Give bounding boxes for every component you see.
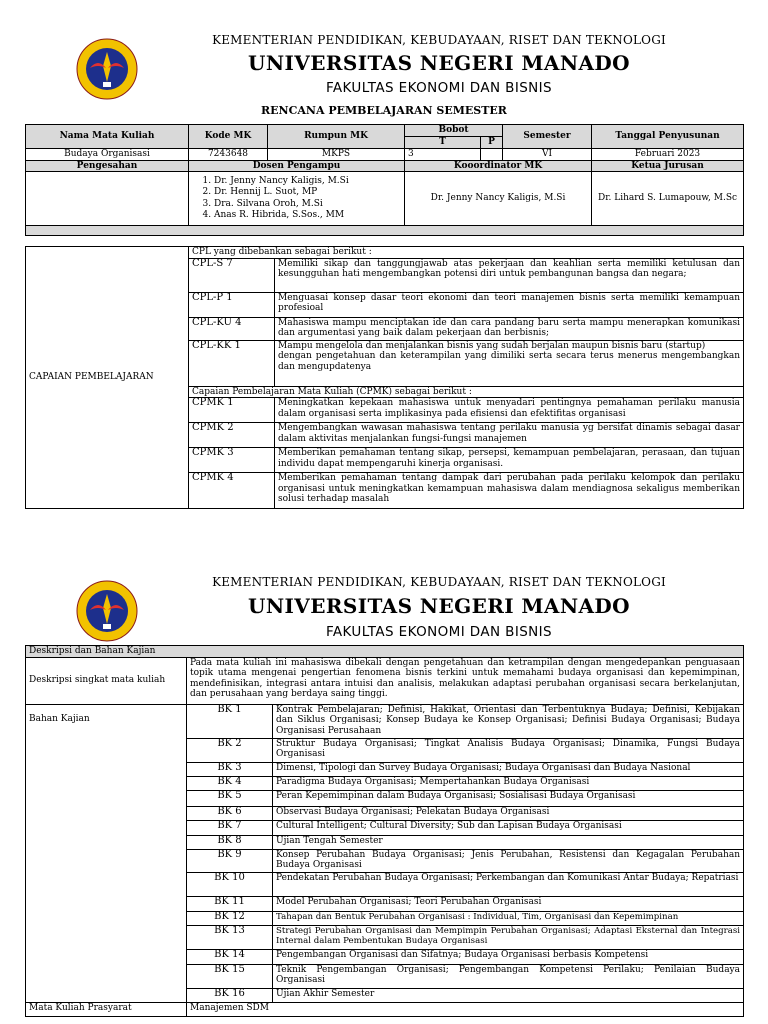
cpmk-code: CPMK 3 [189, 448, 275, 473]
dosen-list [192, 176, 401, 222]
cpmk-code: CPMK 2 [189, 423, 275, 448]
bk-text: Ujian Akhir Semester [273, 988, 744, 1002]
pengesahan-cell [26, 172, 189, 226]
cpl-text-continued: dengan pengetahuan dan keterampilan yang dimiliki serta secara terus menerus mengembangkan dan mengupdatenya [278, 351, 740, 372]
cpl-code: CPL-KU 4 [189, 317, 275, 340]
bk-text: Model Perubahan Organisasi; Teori Perubahan Organisasi [273, 896, 744, 911]
bk-text: Teknik Pengembangan Organisasi; Pengembangan Kompetensi Perilaku; Penilaian Budaya Organisasi [273, 964, 744, 988]
bk-text: Cultural Intelligent; Cultural Diversity; Sub dan Lapisan Budaya Organisasi [273, 820, 744, 835]
bk-code: BK 13 [187, 925, 273, 949]
bk-code: BK 5 [187, 790, 273, 806]
course-rumpun: MKPS [268, 148, 405, 160]
capaian-table [25, 246, 744, 509]
bk-text: Dimensi, Tipologi dan Survey Budaya Organisasi; Budaya Organisasi dan Budaya Nasional [273, 762, 744, 776]
cpmk-code: CPMK 1 [189, 398, 275, 423]
cpl-text: Mampu mengelola dan menjalankan bisnis yang sudah berjalan maupun bisnis baru (startup) [278, 340, 706, 351]
header-tanggal: Tanggal Penyusunan [592, 125, 744, 149]
bk-code: BK 3 [187, 762, 273, 776]
bk-text: Konsep Perubahan Budaya Organisasi; Jenis Perubahan, Resistensi dan Kegagalan Perubahan Budaya Organisasi [273, 849, 744, 872]
cpl-intro: CPL yang dibebankan sebagai berikut : [189, 247, 744, 259]
header-bobot: Bobot [405, 125, 503, 137]
separator-row [26, 226, 744, 236]
dosen-item: 2. Dr. Hennij L. Suot, MP [214, 187, 401, 199]
university-logo [76, 580, 138, 642]
cpmk-intro: Capaian Pembelajaran Mata Kuliah (CPMK) sebagai berikut : [189, 386, 744, 398]
cpmk-code: CPMK 4 [189, 473, 275, 509]
dosen-item: 3. Dra. Silvana Oroh, M.Si [214, 199, 401, 211]
bk-text: Peran Kepemimpinan dalam Budaya Organisasi; Sosialisasi Budaya Organisasi [273, 790, 744, 806]
cpl-code: CPL-P 1 [189, 292, 275, 317]
ketua-name: Dr. Lihard S. Lumapouw, M.Sc [592, 172, 744, 226]
bk-code: BK 9 [187, 849, 273, 872]
course-name: Budaya Organisasi [26, 148, 189, 160]
dosen-item: 1. Dr. Jenny Nancy Kaligis, M.Si [214, 176, 401, 188]
course-code: 7243648 [189, 148, 268, 160]
header-ketua: Ketua Jurusan [592, 160, 744, 172]
cpl-code: CPL-KK 1 [189, 340, 275, 386]
header-pengesahan: Pengesahan [26, 160, 189, 172]
ministry-name: KEMENTERIAN PENDIDIKAN, KEBUDAYAAN, RISET DAN TEKNOLOGI [212, 33, 666, 47]
bk-code: BK 7 [187, 820, 273, 835]
faculty-name: FAKULTAS EKONOMI DAN BISNIS [325, 624, 553, 640]
bk-code: BK 11 [187, 896, 273, 911]
bk-text: Pendekatan Perubahan Budaya Organisasi; Perkembangan dan Komunikasi Antar Budaya; Repatriasi [273, 872, 744, 896]
cpl-text: Mahasiswa mampu menciptakan ide dan cara pandang baru serta mampu menerapkan komunikasi dan argumentasi yang baik dalam pekerjaan dan berbisnis; [275, 317, 744, 340]
koordinator-name: Dr. Jenny Nancy Kaligis, M.Si [405, 172, 592, 226]
capaian-label: CAPAIAN PEMBELAJARAN [26, 247, 189, 509]
bk-text: Paradigma Budaya Organisasi; Mempertahankan Budaya Organisasi [273, 776, 744, 790]
bk-code: BK 1 [187, 704, 273, 738]
ministry-name: KEMENTERIAN PENDIDIKAN, KEBUDAYAAN, RISET DAN TEKNOLOGI [212, 575, 666, 589]
desc-text: Pada mata kuliah ini mahasiswa dibekali dengan pengetahuan dan ketrampilan dengan mengedepankan penguasaan topik utama mengenai pengertian fenomena bisnis terkini untuk memahami budaya organisasi dan kepemimpinan, mendefinisikan, integrasi antara intuisi dan analisis, melakukan adaptasi perubahan organisasi secara berkelanjutan, dan perusahaan yang berdaya saing tinggi. [187, 657, 744, 704]
bahan-kajian-table [25, 645, 744, 1017]
cpl-text: Menguasai konsep dasar teori ekonomi dan teori manajemen bisnis serta memiliki kemampuan profesioal [275, 292, 744, 317]
bk-text: Struktur Budaya Organisasi; Tingkat Analisis Budaya Organisasi; Dinamika, Fungsi Budaya Organisasi [273, 738, 744, 762]
bk-text: Tahapan dan Bentuk Perubahan Organisasi : Individual, Tim, Organisasi dan Kepemimpinan [273, 911, 744, 925]
desc-label: Deskripsi singkat mata kuliah [26, 657, 187, 704]
bk-code: BK 16 [187, 988, 273, 1002]
dosen-list-cell [189, 172, 405, 226]
bk-code: BK 6 [187, 806, 273, 820]
cpmk-text: Memberikan pemahaman tentang dampak dari perubahan pada perilaku kelompok dan perilaku organisasi untuk meningkatkan kemampuan mahasiswa dalam mendiagnosa sekaligus memberikan solusi terhadap masalah [275, 473, 744, 509]
prasyarat-label: Mata Kuliah Prasyarat [26, 1002, 187, 1016]
bk-code: BK 12 [187, 911, 273, 925]
header-dosen: Dosen Pengampu [189, 160, 405, 172]
cpmk-text: Memberikan pemahaman tentang sikap, persepsi, kemampuan pembelajaran, perasaan, dan tujuan individu dapat mempengaruhi kinerja organisasi. [275, 448, 744, 473]
university-name: UNIVERSITAS NEGERI MANADO [248, 594, 630, 618]
header-kode-mk: Kode MK [189, 125, 268, 149]
header-p: P [481, 136, 503, 148]
bk-code: BK 14 [187, 949, 273, 964]
cpl-text-cell [275, 340, 744, 386]
cpl-code: CPL-S 7 [189, 258, 275, 292]
prasyarat-value: Manajemen SDM [187, 1002, 744, 1016]
bk-text: Ujian Tengah Semester [273, 835, 744, 849]
bahan-label: Bahan Kajian [26, 704, 187, 1002]
bk-text: Kontrak Pembelajaran; Definisi, Hakikat, Orientasi dan Terbentuknya Budaya; Definisi, Kebijakan dan Siklus Organisasi; Konsep Budaya ke Konsep Organisasi; Definisi Budaya Organisasi; Budaya Organisasi Perusahaan [273, 704, 744, 738]
header-nama-mk: Nama Mata Kuliah [26, 125, 189, 149]
bk-text: Pengembangan Organisasi dan Sifatnya; Budaya Organisasi berbasis Kompetensi [273, 949, 744, 964]
bk-text: Observasi Budaya Organisasi; Pelekatan Budaya Organisasi [273, 806, 744, 820]
course-info-table [25, 124, 744, 236]
bk-code: BK 10 [187, 872, 273, 896]
course-date: Februari 2023 [592, 148, 744, 160]
section-title: Deskripsi dan Bahan Kajian [26, 646, 744, 658]
course-semester: VI [503, 148, 592, 160]
header-koordinator: Kooordinator MK [405, 160, 592, 172]
header-rumpun-mk: Rumpun MK [268, 125, 405, 149]
bk-code: BK 2 [187, 738, 273, 762]
cpmk-text: Mengembangkan wawasan mahasiswa tentang perilaku manusia yg bersifat dinamis sebagai dasar dalam aktivitas menjalankan fungsi-fungsi manajemen [275, 423, 744, 448]
cpmk-text: Meningkatkan kepekaan mahasiswa untuk menyadari pentingnya pemahaman perilaku manusia dalam organisasi serta implikasinya pada efisiensi dan efektifitas organisasi [275, 398, 744, 423]
bk-code: BK 4 [187, 776, 273, 790]
cpl-text: Memiliki sikap dan tanggungjawab atas pekerjaan dan keahlian serta memiliki ketulusan dan kesungguhan hati mengembangkan potensi diri untuk pembangunan bangsa dan negara; [275, 258, 744, 292]
bk-code: BK 8 [187, 835, 273, 849]
course-t: 3 [405, 148, 481, 160]
university-logo [76, 38, 138, 100]
course-p [481, 148, 503, 160]
header-t: T [405, 136, 481, 148]
dosen-item: 4. Anas R. Hibrida, S.Sos., MM [214, 210, 401, 222]
bk-code: BK 15 [187, 964, 273, 988]
header-semester: Semester [503, 125, 592, 149]
university-name: UNIVERSITAS NEGERI MANADO [248, 51, 630, 75]
faculty-name: FAKULTAS EKONOMI DAN BISNIS [325, 80, 553, 96]
document-title: RENCANA PEMBELAJARAN SEMESTER [261, 104, 507, 117]
bk-text: Strategi Perubahan Organisasi dan Mempimpin Perubahan Organisasi; Adaptasi Eksternal dan Integrasi Internal dalam Pembentukan Budaya Organisasi [273, 925, 744, 949]
